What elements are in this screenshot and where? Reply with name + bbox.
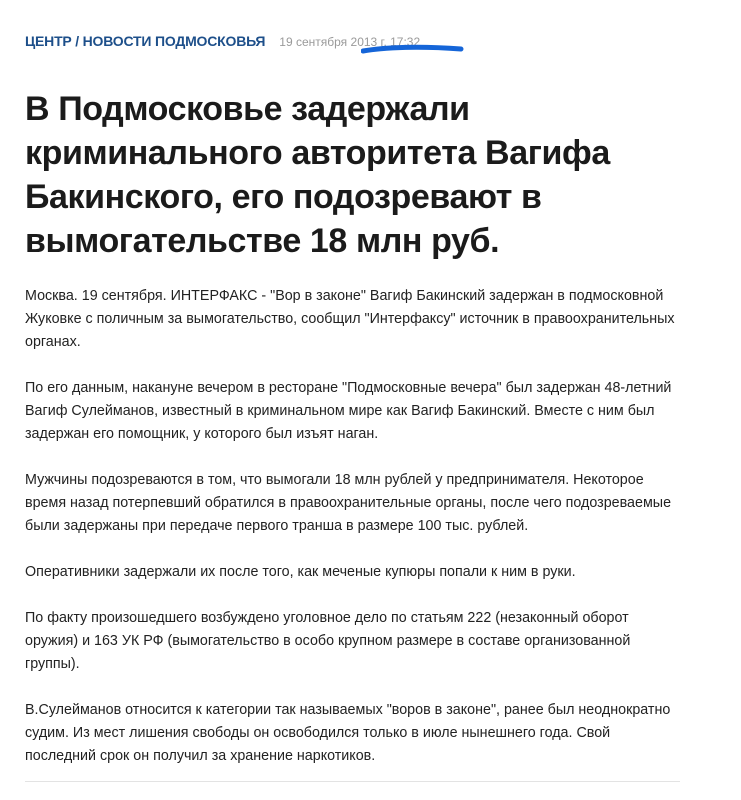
- publish-date: 19 сентября 2013 г. 17:32: [279, 35, 421, 49]
- underline-stroke: [363, 47, 461, 51]
- paragraph: Оперативники задержали их после того, как меченые купюры попали к ним в руки.: [25, 564, 576, 580]
- article-body: [25, 285, 685, 791]
- paragraph: По его данным, накануне вечером в ресторане "Подмосковные вечера" был задержан 48-летний Вагиф Сулейманов, известный в криминальном мире как Вагиф Бакинский. Вместе с ним был задержан его помощник, у которого был изъят наган.: [25, 380, 672, 442]
- paragraph: По факту произошедшего возбуждено уголовное дело по статьям 222 (незаконный оборот оружия) и 163 УК РФ (вымогательство в особо крупном размере в составе организованной группы).: [25, 610, 631, 672]
- handwritten-underline-annotation: [361, 43, 465, 57]
- rubric-link[interactable]: ЦЕНТР / НОВОСТИ ПОДМОСКОВЬЯ: [25, 33, 266, 49]
- headline: В Подмосковье задержали криминального авторитета Вагифа Бакинского, его подозревают в вымогательстве 18 млн руб.: [25, 90, 610, 260]
- paragraph: Мужчины подозреваются в том, что вымогали 18 млн рублей у предпринимателя. Некоторое время назад потерпевший обратился в правоохранительные органы, после чего подозреваемые были задержаны при передаче первого транша в размере 100 тыс. рублей.: [25, 472, 672, 534]
- paragraph: В.Сулейманов относится к категории так называемых "воров в законе", ранее был неоднократно судим. Из мест лишения свободы он освободился только в июле нынешнего года. Свой последний срок он получил за хранение наркотиков.: [25, 702, 671, 764]
- paragraph: Москва. 19 сентября. ИНТЕРФАКС - "Вор в законе" Вагиф Бакинский задержан в подмосковной Жуковке с поличным за вымогательство, сообщил "Интерфаксу" источник в правоохранительных органах.: [25, 288, 675, 350]
- divider: [25, 781, 680, 782]
